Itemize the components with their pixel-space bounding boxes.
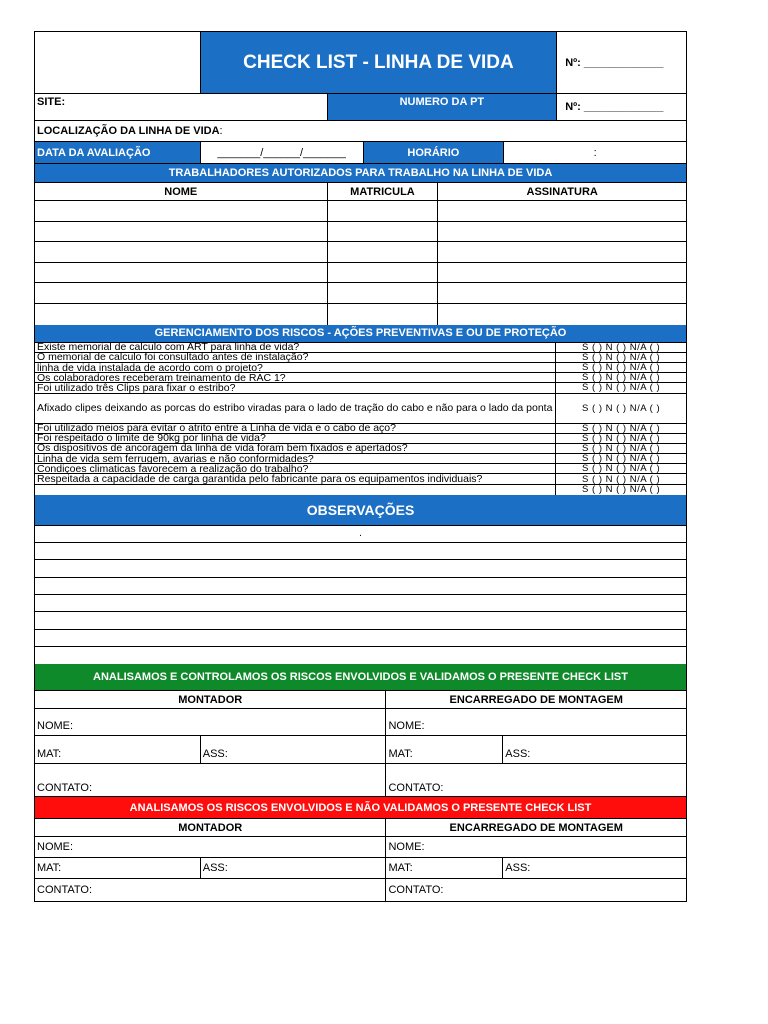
checklist-form bbox=[34, 31, 687, 902]
validated-col-encarregado: ENCARREGADO DE MONTAGEM bbox=[449, 693, 623, 706]
validated-mat-row bbox=[35, 736, 686, 764]
worker-row bbox=[35, 201, 686, 222]
date-field[interactable]: _______/______/_______ bbox=[201, 142, 364, 163]
validated-nome-left[interactable]: NOME: bbox=[35, 709, 386, 735]
form-title: CHECK LIST - LINHA DE VIDA bbox=[201, 32, 557, 93]
risk-question: linha de vida instalada de acordo com o projeto? bbox=[35, 363, 556, 372]
worker-matricula-cell[interactable] bbox=[328, 242, 439, 262]
risks-header bbox=[35, 325, 686, 343]
workers-header bbox=[35, 164, 686, 183]
risk-options[interactable]: S ( ) N ( ) N/A ( ) bbox=[582, 443, 661, 454]
risk-question: Os colaboradores receberam treinamento de RAC 1? bbox=[35, 373, 556, 382]
risk-row bbox=[35, 434, 686, 444]
risk-row bbox=[35, 444, 686, 454]
obs-line-cell[interactable] bbox=[35, 595, 686, 611]
risk-row bbox=[35, 363, 686, 373]
worker-row bbox=[35, 222, 686, 243]
worker-name-cell[interactable] bbox=[35, 263, 328, 283]
risk-question: Foi utilizado meios para evitar o atrito entre a Linha de vida e o cabo de aço? bbox=[35, 424, 556, 433]
worker-signature-cell[interactable] bbox=[438, 283, 686, 303]
risk-options[interactable]: S ( ) N ( ) N/A ( ) bbox=[582, 373, 661, 383]
validated-col-montador: MONTADOR bbox=[35, 691, 386, 708]
worker-row bbox=[35, 283, 686, 304]
not-validated-col-montador: MONTADOR bbox=[35, 819, 386, 836]
obs-line bbox=[35, 560, 686, 577]
not-validated-ass-left[interactable]: ASS: bbox=[201, 858, 387, 878]
obs-line-cell[interactable] bbox=[35, 578, 686, 594]
worker-row bbox=[35, 263, 686, 284]
risk-row bbox=[35, 353, 686, 363]
worker-matricula-cell[interactable] bbox=[328, 283, 439, 303]
risk-options[interactable]: S ( ) N ( ) N/A ( ) bbox=[582, 474, 661, 484]
validated-ass-right[interactable]: ASS: bbox=[505, 748, 531, 761]
validated-contato-left[interactable]: CONTATO: bbox=[35, 764, 386, 796]
col-name: NOME bbox=[35, 183, 328, 200]
obs-line bbox=[35, 578, 686, 595]
worker-name-cell[interactable] bbox=[35, 304, 328, 325]
risk-row bbox=[35, 373, 686, 383]
date-label: DATA DA AVALIAÇÃO bbox=[35, 142, 201, 163]
risk-question: Linha de vida sem ferrugem, avarias e não conformidades? bbox=[35, 454, 556, 463]
worker-name-cell[interactable] bbox=[35, 283, 328, 303]
obs-line bbox=[35, 647, 686, 664]
location-field[interactable] bbox=[35, 121, 686, 141]
validated-nome-right[interactable]: NOME: bbox=[388, 720, 425, 733]
worker-matricula-cell[interactable] bbox=[328, 201, 439, 221]
not-validated-ass-right[interactable]: ASS: bbox=[505, 862, 531, 875]
site-field[interactable]: SITE: bbox=[35, 94, 328, 120]
obs-line-cell[interactable] bbox=[35, 612, 686, 628]
risk-question: Foi utilizado três Clips para fixar o estribo? bbox=[35, 383, 556, 392]
not-validated-nome-left[interactable]: NOME: bbox=[35, 837, 386, 857]
worker-signature-cell[interactable] bbox=[438, 304, 686, 325]
validated-contato-right[interactable]: CONTATO: bbox=[388, 782, 444, 795]
location-colon: : bbox=[219, 125, 223, 137]
worker-name-cell[interactable] bbox=[35, 242, 328, 262]
pt-number[interactable]: Nº: _____________ bbox=[565, 101, 664, 113]
risks-title: GERENCIAMENTO DOS RISCOS - AÇÕES PREVENTIVAS E OU DE PROTEÇÃO bbox=[35, 325, 686, 342]
not-validated-contato-right[interactable]: CONTATO: bbox=[388, 884, 444, 897]
time-label: HORÁRIO bbox=[364, 142, 505, 163]
site-row bbox=[35, 94, 686, 121]
risk-options[interactable]: S ( ) N ( ) N/A ( ) bbox=[582, 433, 661, 443]
risk-options[interactable]: S ( ) N ( ) N/A ( ) bbox=[582, 464, 661, 474]
risk-options[interactable]: S ( ) N ( ) N/A ( ) bbox=[582, 484, 661, 495]
obs-header bbox=[35, 495, 686, 526]
risk-row bbox=[35, 383, 686, 393]
not-validated-header bbox=[35, 797, 686, 819]
risk-options[interactable]: S ( ) N ( ) N/A ( ) bbox=[582, 362, 661, 373]
obs-title: OBSERVAÇÕES bbox=[35, 495, 686, 525]
date-row bbox=[35, 142, 686, 164]
validated-mat-right[interactable]: MAT: bbox=[386, 736, 503, 763]
validated-header bbox=[35, 664, 686, 691]
obs-line-cell[interactable]: . bbox=[359, 528, 362, 540]
risk-options[interactable]: S ( ) N ( ) N/A ( ) bbox=[582, 352, 661, 362]
risk-row bbox=[35, 424, 686, 434]
risk-question: Existe memorial de calculo com ART para linha de vida? bbox=[35, 343, 556, 352]
obs-line bbox=[35, 612, 686, 629]
risk-options[interactable]: S ( ) N ( ) N/A ( ) bbox=[582, 423, 661, 433]
validated-nome-row bbox=[35, 709, 686, 736]
obs-line-cell[interactable] bbox=[35, 543, 686, 559]
validated-mat-left[interactable]: MAT: bbox=[35, 736, 201, 763]
worker-matricula-cell[interactable] bbox=[328, 263, 439, 283]
risk-question: Condiçoes climaticas favorecem a realização do trabalho? bbox=[35, 464, 556, 473]
risk-question: Foi respeitado o limite de 90kg por linha de vida? bbox=[35, 434, 556, 443]
risk-options[interactable]: S ( ) N ( ) N/A ( ) bbox=[582, 383, 661, 393]
worker-matricula-cell[interactable] bbox=[328, 304, 439, 325]
worker-name-cell[interactable] bbox=[35, 222, 328, 242]
risk-row bbox=[35, 485, 686, 495]
location-row bbox=[35, 121, 686, 142]
obs-line-cell[interactable] bbox=[35, 647, 686, 664]
worker-signature-cell[interactable] bbox=[438, 242, 686, 262]
risk-row bbox=[35, 343, 686, 353]
col-assinatura: ASSINATURA bbox=[526, 185, 598, 198]
not-validated-contato-row bbox=[35, 879, 686, 901]
workers-columns bbox=[35, 183, 686, 201]
worker-row bbox=[35, 304, 686, 325]
risk-question: Respeitada a capacidade de carga garantida pelo fabricante para os equipamentos individuais? bbox=[35, 474, 556, 483]
obs-line bbox=[35, 595, 686, 612]
risk-question: O memorial de calculo foi consultado antes de instalação? bbox=[35, 353, 556, 362]
not-validated-mat-left[interactable]: MAT: bbox=[35, 858, 201, 878]
title-row bbox=[35, 32, 686, 94]
validated-ass-left[interactable]: ASS: bbox=[201, 736, 387, 763]
not-validated-mat-right[interactable]: MAT: bbox=[386, 858, 503, 878]
risk-row bbox=[35, 394, 686, 424]
not-validated-nome-right[interactable]: NOME: bbox=[388, 841, 425, 854]
risk-question: Afixado clipes deixando as porcas do estribo viradas para o lado de tração do cabo e não para o lado da ponta bbox=[35, 394, 556, 423]
obs-line bbox=[35, 543, 686, 560]
risk-options[interactable]: S ( ) N ( ) N/A ( ) bbox=[582, 342, 661, 352]
worker-row bbox=[35, 242, 686, 263]
not-validated-title: ANALISAMOS OS RISCOS ENVOLVIDOS E NÃO VALIDAMOS O PRESENTE CHECK LIST bbox=[35, 797, 686, 818]
time-field[interactable]: : bbox=[593, 146, 597, 159]
not-validated-nome-row bbox=[35, 837, 686, 858]
obs-line bbox=[35, 630, 686, 647]
col-matricula: MATRICULA bbox=[328, 183, 439, 200]
location-label: LOCALIZAÇÃO DA LINHA DE VIDA bbox=[37, 125, 220, 137]
obs-line-cell[interactable] bbox=[35, 630, 686, 646]
risk-options[interactable]: S ( ) N ( ) N/A ( ) bbox=[582, 454, 661, 464]
validated-contato-row bbox=[35, 764, 686, 797]
worker-name-cell[interactable] bbox=[35, 201, 328, 221]
obs-line bbox=[35, 526, 686, 543]
risk-question bbox=[35, 485, 556, 495]
obs-line-cell[interactable] bbox=[35, 560, 686, 576]
not-validated-mat-row bbox=[35, 858, 686, 879]
risk-options[interactable]: S ( ) N ( ) N/A ( ) bbox=[582, 402, 661, 414]
logo-area bbox=[35, 32, 201, 93]
risk-row bbox=[35, 464, 686, 474]
not-validated-contato-left[interactable]: CONTATO: bbox=[35, 879, 386, 901]
worker-signature-cell[interactable] bbox=[438, 222, 686, 242]
validated-columns bbox=[35, 691, 686, 709]
risk-row bbox=[35, 454, 686, 464]
form-number[interactable]: Nº: _____________ bbox=[565, 56, 664, 69]
not-validated-col-encarregado: ENCARREGADO DE MONTAGEM bbox=[449, 821, 623, 834]
validated-title: ANALISAMOS E CONTROLAMOS OS RISCOS ENVOLVIDOS E VALIDAMOS O PRESENTE CHECK LIST bbox=[35, 664, 686, 690]
risk-question: Os dispositivos de ancoragem da linha de vida foram bem fixados e apertados? bbox=[35, 444, 556, 453]
worker-signature-cell[interactable] bbox=[438, 201, 686, 221]
not-validated-columns bbox=[35, 819, 686, 837]
worker-matricula-cell[interactable] bbox=[328, 222, 439, 242]
workers-title: TRABALHADORES AUTORIZADOS PARA TRABALHO NA LINHA DE VIDA bbox=[35, 164, 686, 182]
worker-signature-cell[interactable] bbox=[438, 263, 686, 283]
risk-row bbox=[35, 474, 686, 484]
pt-label: NUMERO DA PT bbox=[328, 94, 558, 120]
